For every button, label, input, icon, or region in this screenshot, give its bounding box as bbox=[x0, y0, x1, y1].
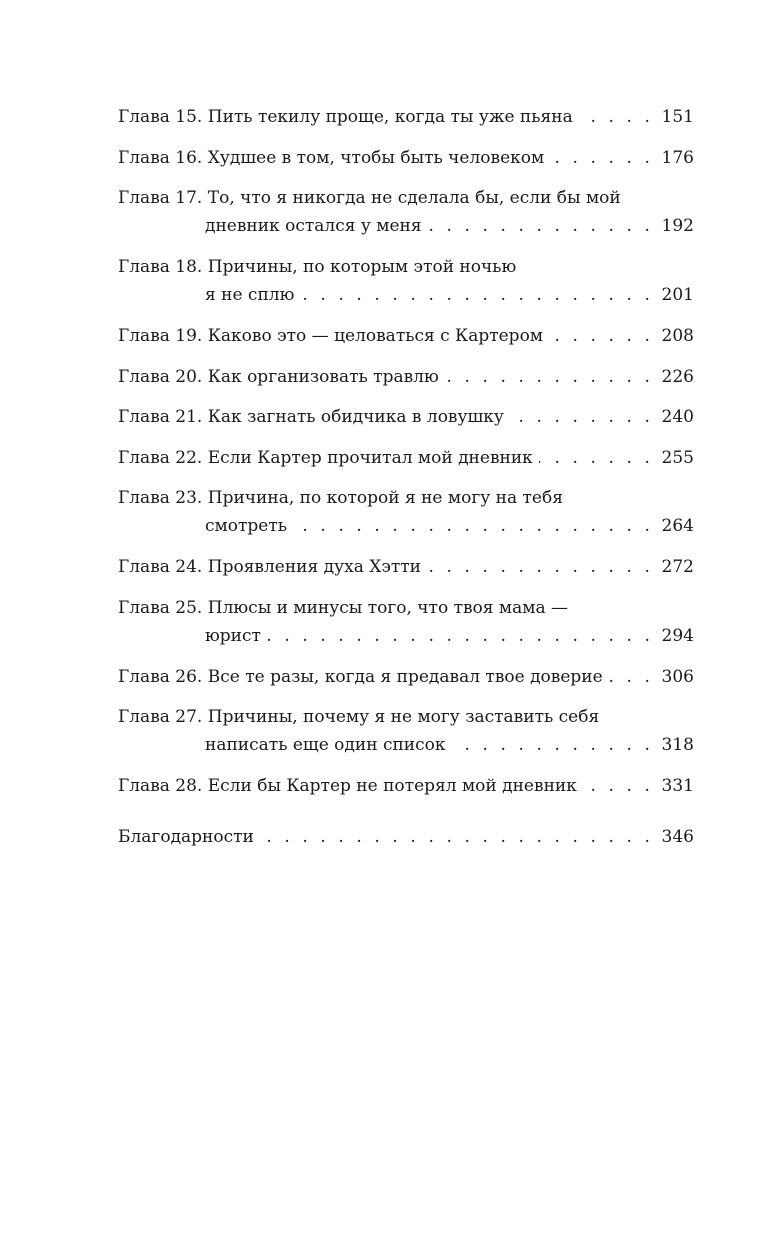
dot-leader bbox=[428, 212, 654, 240]
chapter-title-continuation: юрист bbox=[205, 625, 261, 646]
chapter-number: Глава 19. bbox=[118, 326, 203, 346]
toc-entry[interactable] bbox=[118, 594, 694, 650]
dot-leader bbox=[445, 363, 654, 391]
toc-entry[interactable] bbox=[118, 184, 694, 240]
chapter-number: Глава 25. bbox=[118, 597, 203, 618]
chapter-title: Проявления духа Хэтти bbox=[207, 557, 421, 577]
table-of-contents bbox=[118, 103, 694, 863]
chapter-number: Глава 22. bbox=[118, 447, 203, 468]
acknowledgements-title: Благодарности bbox=[118, 826, 254, 847]
dot-leader bbox=[609, 663, 654, 691]
chapter-title: Худшее в том, чтобы быть человеком bbox=[207, 147, 545, 168]
page-number: 255 bbox=[661, 447, 694, 468]
page-number: 151 bbox=[661, 107, 694, 127]
page-number: 240 bbox=[661, 407, 694, 427]
chapter-number: Глава 20. bbox=[118, 366, 203, 387]
toc-entry-acknowledgements[interactable] bbox=[118, 823, 694, 851]
page-number: 272 bbox=[661, 557, 694, 577]
toc-entry[interactable] bbox=[118, 322, 694, 350]
toc-entry[interactable] bbox=[118, 663, 694, 691]
page-number: 264 bbox=[661, 516, 694, 536]
chapter-title-continuation: смотреть bbox=[205, 516, 287, 536]
dot-leader bbox=[550, 144, 653, 172]
chapter-title-continuation: дневник остался у меня bbox=[205, 216, 422, 236]
chapter-number: Глава 23. bbox=[118, 488, 203, 508]
chapter-number: Глава 15. bbox=[118, 107, 203, 127]
chapter-title: Пить текилу проще, когда ты уже пьяна bbox=[207, 107, 573, 127]
chapter-number: Глава 28. bbox=[118, 776, 203, 796]
dot-leader bbox=[267, 622, 654, 650]
chapter-number: Глава 21. bbox=[118, 407, 203, 427]
chapter-title: Причина, по которой я не могу на тебя bbox=[207, 488, 563, 508]
dot-leader bbox=[260, 823, 654, 851]
chapter-title: Все те разы, когда я предавал твое доверие bbox=[207, 666, 603, 687]
chapter-title: Причины, почему я не могу заставить себя bbox=[207, 707, 600, 727]
chapter-title: Как загнать обидчика в ловушку bbox=[207, 407, 504, 427]
page-number: 201 bbox=[661, 285, 694, 305]
dot-leader bbox=[579, 103, 654, 131]
dot-leader bbox=[583, 772, 654, 800]
chapter-number: Глава 18. bbox=[118, 257, 203, 277]
chapter-title: Если бы Картер не потерял мой дневник bbox=[207, 776, 577, 796]
chapter-title-continuation: написать еще один список bbox=[205, 735, 446, 755]
chapter-title: Если Картер прочитал мой дневник bbox=[207, 447, 533, 468]
chapter-title-continuation: я не сплю bbox=[205, 285, 295, 305]
dot-leader bbox=[300, 281, 653, 309]
dot-leader bbox=[510, 403, 654, 431]
toc-entry[interactable] bbox=[118, 253, 694, 309]
chapter-title: Каково это — целоваться с Картером bbox=[207, 326, 544, 346]
chapter-number: Глава 27. bbox=[118, 707, 203, 727]
toc-entry[interactable] bbox=[118, 553, 694, 581]
toc-entry[interactable] bbox=[118, 403, 694, 431]
chapter-number: Глава 17. bbox=[118, 188, 203, 208]
dot-leader bbox=[427, 553, 654, 581]
dot-leader bbox=[452, 731, 654, 759]
toc-entry[interactable] bbox=[118, 772, 694, 800]
dot-leader bbox=[549, 322, 654, 350]
toc-entry[interactable] bbox=[118, 444, 694, 472]
page-number: 294 bbox=[661, 625, 694, 646]
toc-entry[interactable] bbox=[118, 703, 694, 759]
dot-leader bbox=[293, 512, 654, 540]
toc-entry[interactable] bbox=[118, 363, 694, 391]
chapter-number: Глава 26. bbox=[118, 666, 203, 687]
page-number: 306 bbox=[661, 666, 694, 687]
toc-entry[interactable] bbox=[118, 484, 694, 540]
page-number: 331 bbox=[661, 776, 694, 796]
page-number: 208 bbox=[661, 326, 694, 346]
section-spacer bbox=[118, 813, 694, 823]
page-number: 226 bbox=[661, 366, 694, 387]
page-number: 318 bbox=[661, 735, 694, 755]
chapter-title: Причины, по которым этой ночью bbox=[207, 257, 517, 277]
dot-leader bbox=[539, 444, 654, 472]
page-number: 346 bbox=[661, 826, 694, 847]
toc-entry[interactable] bbox=[118, 144, 694, 172]
page-number: 192 bbox=[661, 216, 694, 236]
toc-entry[interactable] bbox=[118, 103, 694, 131]
chapter-title: То, что я никогда не сделала бы, если бы мой bbox=[207, 188, 621, 208]
chapter-number: Глава 24. bbox=[118, 557, 203, 577]
chapter-number: Глава 16. bbox=[118, 147, 203, 168]
chapter-title: Как организовать травлю bbox=[207, 366, 439, 387]
chapter-title: Плюсы и минусы того, что твоя мама — bbox=[207, 597, 569, 618]
page-number: 176 bbox=[661, 147, 694, 168]
